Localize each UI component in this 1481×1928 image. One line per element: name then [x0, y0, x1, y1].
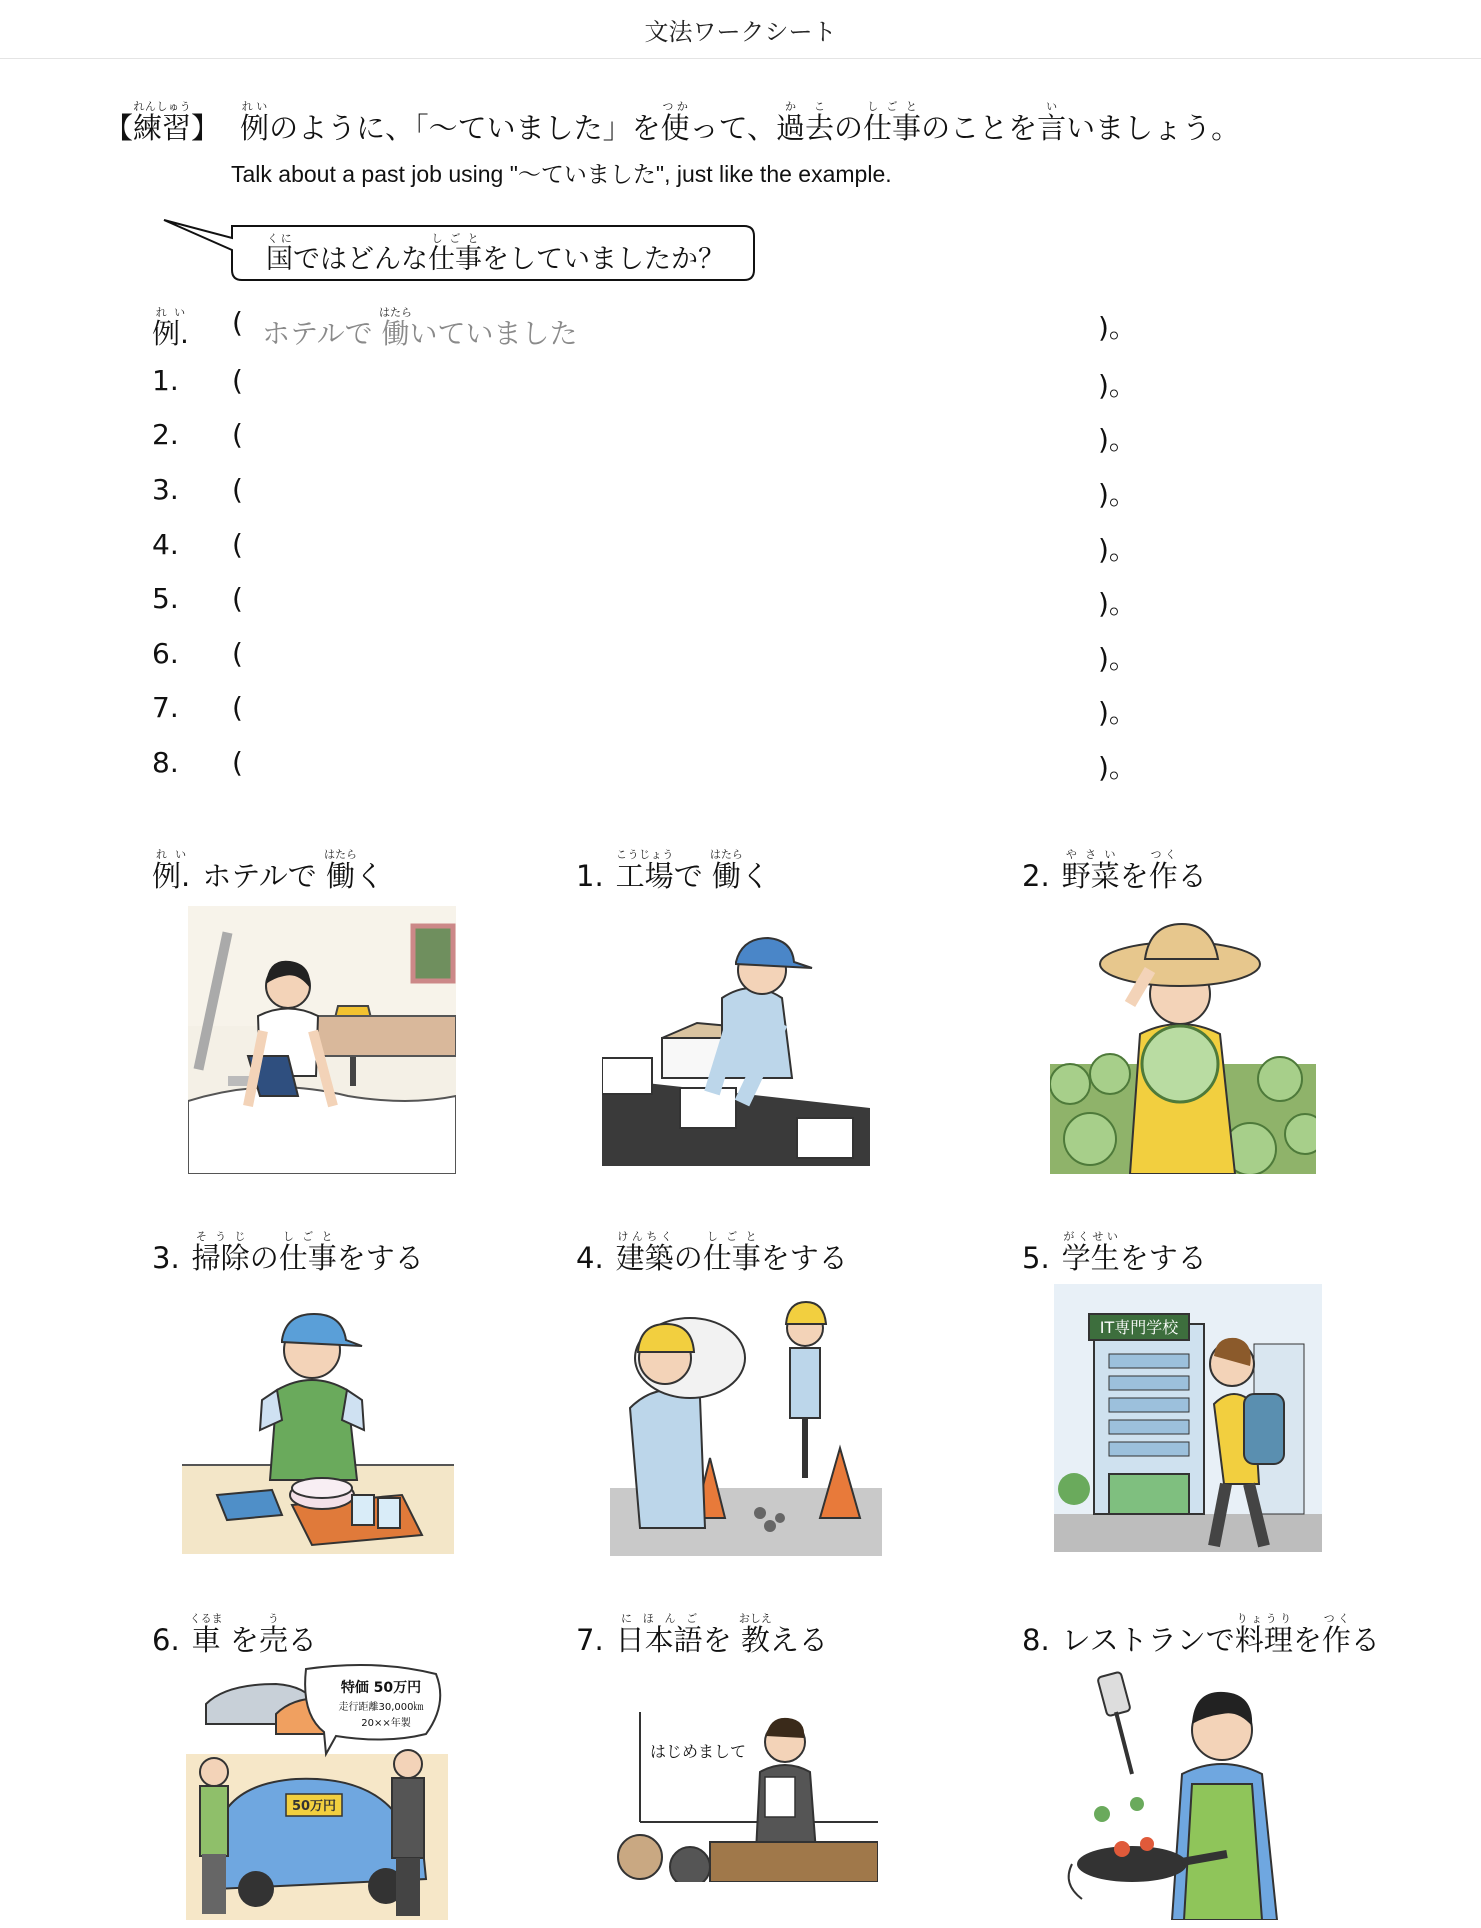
instruction-jp: 【練習れんしゅう】 例れいのように、「～ていました」を使つかって、過去かこの仕事しごとのことを言いいましょう。	[104, 100, 1241, 145]
school-sign: IT専門学校	[1099, 1318, 1179, 1337]
prompt-caption-6: 6. 車くるま を売うる	[152, 1612, 317, 1657]
hotel-maid-illustration	[188, 906, 456, 1174]
blackboard-text: はじめまして	[649, 1742, 747, 1761]
prompt-caption-3: 3. 掃除そうじの仕事しごとをする	[152, 1230, 424, 1275]
construction-worker-illustration	[610, 1288, 882, 1556]
answer-row[interactable]: 2. ( )。	[152, 418, 1137, 456]
header-bar	[0, 0, 1481, 59]
answer-row-example: 例.れい ( ホテルで 働はたらいていました )。	[152, 306, 1137, 350]
factory-worker-illustration	[602, 918, 870, 1166]
car-bubble-year: 20××年製	[361, 1718, 411, 1729]
bubble-question: 国くにではどんな仕事しごとをしていましたか？	[266, 232, 725, 275]
car-bubble-price: 特価 50万円	[340, 1680, 422, 1696]
prompt-caption-8: 8. レストランで料理りょうりを作つくる	[1022, 1612, 1380, 1657]
prompt-caption-1: 1. 工場こうじょうで 働はたらく	[576, 848, 770, 893]
prompt-caption-5: 5. 学生がくせいをする	[1022, 1230, 1207, 1275]
cleaning-worker-illustration	[182, 1290, 454, 1554]
cook-illustration	[1052, 1664, 1312, 1920]
student-school-illustration	[1054, 1284, 1322, 1552]
prompt-caption-4: 4. 建築けんちくの仕事しごとをする	[576, 1230, 848, 1275]
car-sales-illustration	[186, 1664, 448, 1920]
car-bubble-mileage: 走行距離30,000㎞	[338, 1702, 424, 1713]
prompt-caption-example: 例.れいホテルで 働はたらく	[152, 848, 385, 893]
car-price-tag: 50万円	[291, 1799, 337, 1814]
exercise-label: 【練習れんしゅう】	[104, 100, 221, 145]
prompt-caption-2: 2. 野菜やさいを作つくる	[1022, 848, 1207, 893]
farmer-cabbage-illustration	[1050, 914, 1316, 1174]
answer-row[interactable]: 8. ( )。	[152, 746, 1137, 784]
answer-row[interactable]: 5. ( )。	[152, 582, 1137, 620]
prompt-caption-7: 7. 日本語にほんごを 教おしええる	[576, 1612, 828, 1657]
answer-row[interactable]: 7. ( )。	[152, 691, 1137, 729]
instruction-english: Talk about a past job using "～ていました", just like the example.	[231, 161, 892, 187]
page-title: 文法ワークシート	[644, 18, 837, 46]
answer-row[interactable]: 1. ( )。	[152, 364, 1137, 402]
answer-row[interactable]: 3. ( )。	[152, 473, 1137, 511]
answer-row[interactable]: 4. ( )。	[152, 528, 1137, 566]
answer-row[interactable]: 6. ( )。	[152, 637, 1137, 675]
example-answer: ホテルで 働はたらいていました	[262, 306, 578, 350]
teacher-illustration	[610, 1672, 878, 1882]
